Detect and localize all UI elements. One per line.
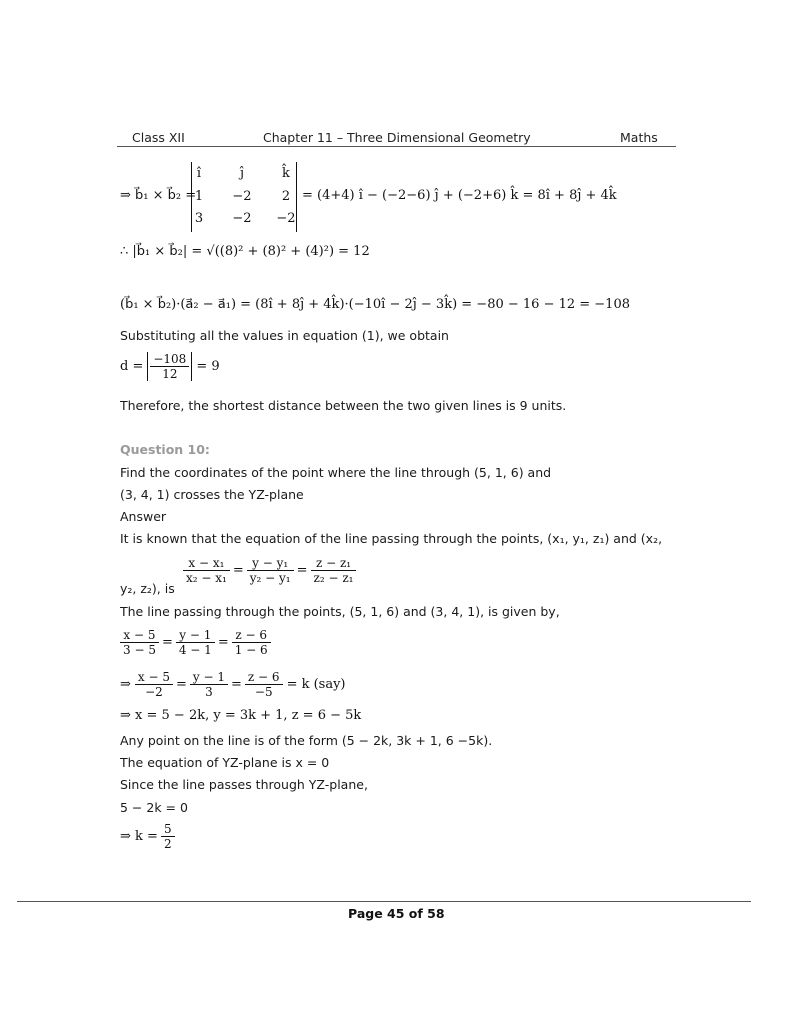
frac-denominator: x₂ − x₁ [186,571,227,585]
frac-numerator: y − y₁ [247,556,294,571]
parametric-equation: ⇒ x = 5 − 2k, y = 3k + 1, z = 6 − 5k [120,708,362,723]
yz-plane-text: The equation of YZ-plane is x = 0 [120,755,330,770]
equals-sign: = [232,563,244,578]
frac-denominator: −5 [254,685,273,699]
det-cell: 2 [281,189,291,204]
distance-denominator: 12 [162,367,178,381]
implies-symbol: ⇒ [120,677,131,692]
equals-sign: = [217,635,229,650]
since-line-text: Since the line passes through YZ-plane, [120,777,368,792]
question-line-2: (3, 4, 1) crosses the YZ-plane [120,487,304,502]
frac-numerator: x − 5 [135,670,173,685]
frac-denominator: z₂ − z₁ [313,571,354,585]
distance-numerator: −108 [150,352,189,367]
footer-rule [17,901,751,902]
frac-denominator: −2 [145,685,163,699]
det-cell: −2 [276,211,296,226]
distance-result: = 9 [196,359,220,374]
known-line-text: It is known that the equation of the line passing through the points, (x₁, y₁, z₁) and (x₂, [120,531,663,546]
question-heading: Question 10: [120,442,210,457]
abs-value-bars [147,352,192,381]
magnitude-equation: ∴ |b⃗₁ × b⃗₂| = √((8)² + (8)² + (4)²) = 12 [120,244,370,259]
header-chapter: Chapter 11 – Three Dimensional Geometry [263,130,531,145]
frac-numerator: z − 6 [232,628,271,643]
answer-label: Answer [120,509,167,524]
line-through-text: The line passing through the points, (5, 1, 6) and (3, 4, 1), is given by, [120,604,560,619]
page-number: Page 45 of 58 [348,906,445,921]
ratio-k-say: = k (say) [286,677,346,692]
ratio-equation [120,670,346,699]
frac-numerator: y − 1 [190,670,228,685]
det-cell: 3 [194,211,204,226]
det-cell: ĵ [239,166,245,181]
frac-denominator: 1 − 6 [234,643,268,657]
frac-numerator: x − x₁ [183,556,230,571]
k-denominator: 2 [163,837,172,851]
header-class: Class XII [132,130,185,145]
cross-product-lhs: ⇒ b⃗₁ × b⃗₂ = [120,188,197,203]
equals-sign: = [231,677,242,692]
det-cell: 1 [194,189,204,204]
general-line-equation [183,556,356,585]
distance-equation [120,352,220,381]
conclusion-text: Therefore, the shortest distance between the two given lines is 9 units. [120,398,567,413]
frac-numerator: x − 5 [120,628,159,643]
equals-sign: = [161,635,173,650]
equals-sign: = [176,677,187,692]
substituting-text: Substituting all the values in equation (1), we obtain [120,328,449,343]
any-point-text: Any point on the line is of the form (5 − 2k, 3k + 1, 6 −5k). [120,733,493,748]
header-rule [117,146,676,147]
frac-denominator: y₂ − y₁ [249,571,291,585]
frac-denominator: 3 − 5 [123,643,156,657]
frac-numerator: y − 1 [176,628,215,643]
det-cell: −2 [232,189,252,204]
frac-numerator: z − z₁ [311,556,357,571]
k-numerator: 5 [161,822,175,837]
equals-sign: = [296,563,308,578]
header-subject: Maths [620,130,658,145]
dot-product-equation: (b⃗₁ × b⃗₂)·(a⃗₂ − a⃗₁) = (8î + 8ĵ + 4k̂)·(−10î − 2ĵ − 3k̂) = −80 − 16 − 12 = −108 [120,297,630,312]
k-value-equation [120,822,175,851]
distance-lhs: d = [120,359,144,374]
cross-product-rhs: = (4+4) î − (−2−6) ĵ + (−2+6) k̂ = 8î + 8ĵ + 4k̂ [302,188,617,203]
five-minus-text: 5 − 2k = 0 [120,800,188,815]
det-cell: î [196,166,202,181]
det-cell: −2 [232,211,252,226]
known-line-continued: y₂, z₂), is [120,581,175,596]
frac-denominator: 3 [205,685,213,699]
frac-numerator: z − 6 [245,670,283,685]
specific-line-equation [120,628,271,657]
k-lhs: ⇒ k = [120,829,158,844]
det-cell: k̂ [282,166,290,181]
frac-denominator: 4 − 1 [178,643,212,657]
question-line-1: Find the coordinates of the point where the line through (5, 1, 6) and [120,465,552,480]
